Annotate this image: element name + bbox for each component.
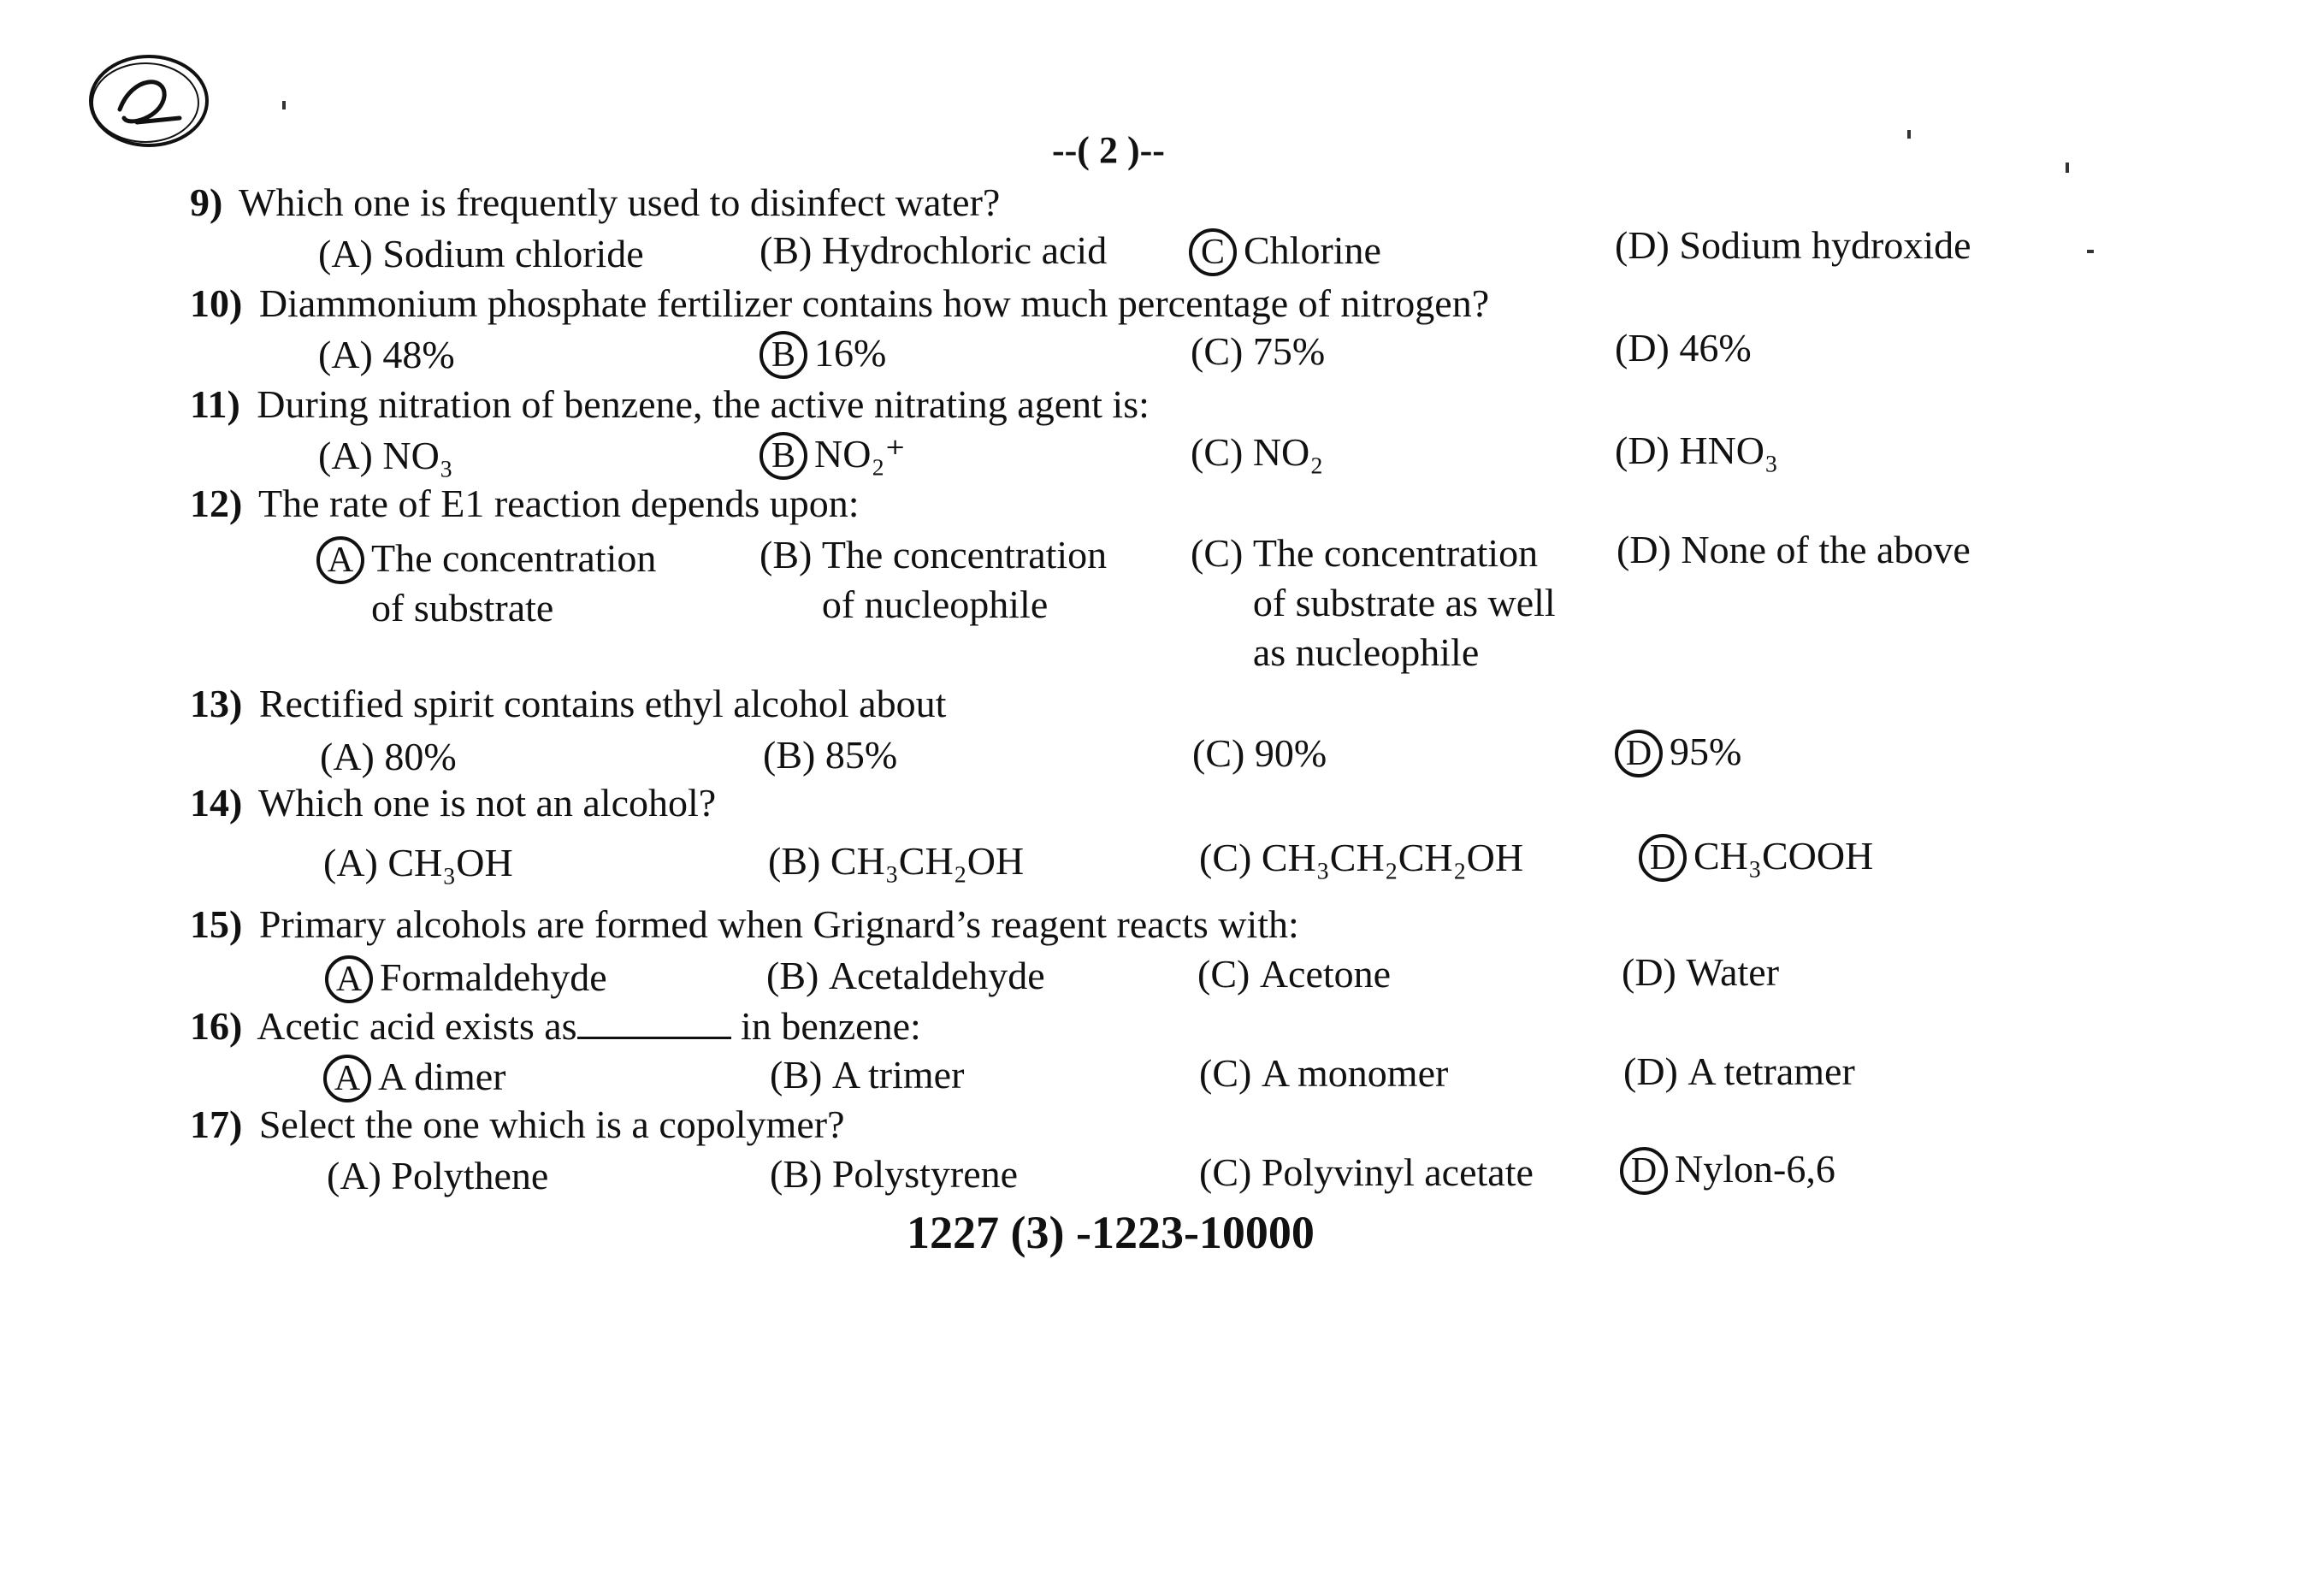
question-number: 11) <box>190 382 240 426</box>
handwritten-page-mark <box>86 50 214 151</box>
circled-answer-letter: B <box>760 331 807 379</box>
option-letter: (B) <box>763 733 816 777</box>
question-text: Select the one which is a copolymer? <box>258 1102 845 1146</box>
option-16a-selected <box>323 1052 505 1102</box>
question-number: 14) <box>190 781 243 825</box>
option-9a <box>318 229 644 279</box>
option-text: NO₂ <box>1252 430 1324 474</box>
fill-in-blank <box>577 1002 731 1039</box>
question-number: 17) <box>190 1102 243 1146</box>
option-letter: (C) <box>1191 329 1244 373</box>
option-10b-selected <box>760 328 886 379</box>
option-letter: (A) <box>323 841 378 884</box>
option-text: CH₃OH <box>387 841 513 884</box>
option-letter: (C) <box>1192 731 1245 775</box>
question-10 <box>190 281 1489 326</box>
option-13b <box>763 730 897 780</box>
option-15b <box>766 951 1045 1001</box>
option-letter: (D) <box>1615 326 1670 369</box>
option-text: Polyvinyl acetate <box>1261 1150 1534 1194</box>
option-text: The concentration of nucleophile <box>821 533 1108 626</box>
circled-answer-letter: A <box>316 536 364 584</box>
question-15 <box>190 901 1299 947</box>
option-text: 95% <box>1670 730 1742 773</box>
option-letter: (C) <box>1191 430 1244 474</box>
option-12b <box>760 530 1107 630</box>
option-14a <box>323 838 513 888</box>
option-16b <box>770 1050 964 1100</box>
question-text: The rate of E1 reaction depends upon: <box>258 482 860 525</box>
option-12c <box>1191 529 1556 677</box>
option-letter: (C) <box>1191 531 1244 575</box>
page-number: --( 2 )-- <box>1052 129 1165 171</box>
option-15a-selected <box>325 953 607 1003</box>
option-text: 48% <box>382 333 455 376</box>
option-letter: (D) <box>1623 1049 1678 1093</box>
option-text: Sodium chloride <box>382 232 644 275</box>
option-text: NO₂⁺ <box>814 432 906 476</box>
question-14 <box>190 780 716 825</box>
option-letter: (D) <box>1617 528 1671 571</box>
question-text-after-blank: in benzene: <box>741 1004 921 1048</box>
question-number: 12) <box>190 482 243 525</box>
circled-answer-letter: C <box>1189 228 1237 276</box>
option-15d <box>1622 948 1779 997</box>
option-text: The concentration of substrate as well as nucleophile <box>1252 531 1556 674</box>
option-letter: (C) <box>1199 1150 1252 1194</box>
option-11b-selected <box>760 429 906 480</box>
option-10a <box>318 330 455 380</box>
option-letter: (B) <box>760 228 813 272</box>
question-text: During nitration of benzene, the active nitrating agent is: <box>257 382 1150 426</box>
question-9 <box>190 180 1000 225</box>
question-number: 9) <box>190 180 223 224</box>
option-text: CH₃CH₂OH <box>830 839 1025 883</box>
option-letter: (C) <box>1197 952 1250 996</box>
circled-answer-letter: B <box>760 432 807 480</box>
option-17a <box>327 1151 548 1201</box>
option-text: A trimer <box>831 1053 965 1097</box>
option-11d <box>1615 426 1778 476</box>
option-letter: (A) <box>318 333 373 376</box>
question-text: Diammonium phosphate fertilizer contains how much percentage of nitrogen? <box>258 281 1490 325</box>
option-12d <box>1617 525 1971 575</box>
scan-speck <box>2087 250 2094 253</box>
question-number: 15) <box>190 902 243 946</box>
option-text: 16% <box>814 331 887 375</box>
option-15c <box>1197 949 1391 999</box>
option-text: Acetaldehyde <box>828 954 1045 997</box>
question-number: 10) <box>190 281 243 325</box>
option-10c <box>1191 327 1325 376</box>
option-text: 75% <box>1252 329 1326 373</box>
option-text: A dimer <box>378 1055 506 1098</box>
option-letter: (D) <box>1622 950 1676 994</box>
question-text: Primary alcohols are formed when Grignard’s reagent reacts with: <box>258 902 1299 946</box>
option-letter: (B) <box>760 533 813 576</box>
option-text: Hydrochloric acid <box>821 228 1108 272</box>
option-10d <box>1615 323 1752 373</box>
paper-code-footer: 1227 (3) -1223-10000 <box>907 1207 1315 1258</box>
option-letter: (D) <box>1615 223 1670 267</box>
option-14c <box>1199 833 1523 883</box>
option-text: Chlorine <box>1244 228 1381 272</box>
option-9d <box>1615 221 1971 270</box>
option-9b <box>760 226 1107 275</box>
option-text: NO₃ <box>382 434 453 477</box>
option-text: CH₃COOH <box>1693 834 1874 878</box>
circled-answer-letter: A <box>323 1055 371 1102</box>
option-letter: (B) <box>766 954 819 997</box>
question-13 <box>190 681 946 726</box>
option-text: Polythene <box>391 1154 549 1197</box>
option-text: A monomer <box>1261 1051 1449 1095</box>
question-number: 13) <box>190 682 243 725</box>
option-letter: (C) <box>1199 836 1252 879</box>
scan-speck <box>1907 130 1911 139</box>
circled-answer-letter: D <box>1620 1147 1668 1195</box>
scan-speck <box>282 101 286 109</box>
option-letter: (A) <box>318 232 373 275</box>
option-12a-selected <box>316 534 656 633</box>
option-text: 46% <box>1679 326 1752 369</box>
circled-answer-letter: A <box>325 955 373 1003</box>
option-text: 85% <box>825 733 898 777</box>
question-text: Acetic acid exists as <box>257 1004 577 1048</box>
option-13d-selected <box>1615 727 1741 777</box>
option-letter: (B) <box>770 1053 823 1097</box>
option-letter: (B) <box>770 1152 823 1196</box>
option-11c <box>1191 428 1323 477</box>
option-text: HNO₃ <box>1679 429 1779 472</box>
option-text: Formaldehyde <box>380 955 607 999</box>
question-text: Which one is frequently used to disinfect water? <box>239 180 1001 224</box>
option-text: 90% <box>1254 731 1327 775</box>
question-17 <box>190 1102 844 1147</box>
option-text: 80% <box>384 735 457 778</box>
option-text: None of the above <box>1681 528 1971 571</box>
option-16d <box>1623 1047 1855 1097</box>
option-letter: (D) <box>1615 429 1670 472</box>
option-letter: (B) <box>768 839 821 883</box>
option-11a <box>318 431 453 481</box>
question-text: Rectified spirit contains ethyl alcohol about <box>258 682 947 725</box>
question-text: Which one is not an alcohol? <box>258 781 717 825</box>
scan-speck <box>2066 163 2069 173</box>
question-number: 16) <box>190 1004 243 1048</box>
option-text: The concentration of substrate <box>371 536 657 630</box>
option-text: Acetone <box>1259 952 1392 996</box>
option-text: Nylon-6,6 <box>1675 1147 1835 1191</box>
option-17c <box>1199 1148 1534 1197</box>
option-17b <box>770 1150 1018 1199</box>
circled-answer-letter: D <box>1639 834 1687 882</box>
option-letter: (A) <box>320 735 375 778</box>
option-letter: (A) <box>327 1154 381 1197</box>
option-9c-selected <box>1189 226 1381 276</box>
option-14d-selected <box>1639 831 1873 882</box>
option-text: A tetramer <box>1688 1049 1855 1093</box>
question-16 <box>190 1002 921 1049</box>
question-11 <box>190 381 1150 427</box>
option-16c <box>1199 1049 1448 1098</box>
option-letter: (A) <box>318 434 373 477</box>
option-text: Water <box>1686 950 1780 994</box>
option-13a <box>320 732 457 782</box>
option-text: Sodium hydroxide <box>1679 223 1971 267</box>
option-13c <box>1192 729 1327 778</box>
option-17d-selected <box>1620 1144 1835 1195</box>
question-12 <box>190 481 860 526</box>
option-14b <box>768 836 1024 886</box>
option-letter: (C) <box>1199 1051 1252 1095</box>
option-text: Polystyrene <box>831 1152 1019 1196</box>
circled-answer-letter: D <box>1615 730 1663 777</box>
option-text: CH₃CH₂CH₂OH <box>1261 836 1524 879</box>
